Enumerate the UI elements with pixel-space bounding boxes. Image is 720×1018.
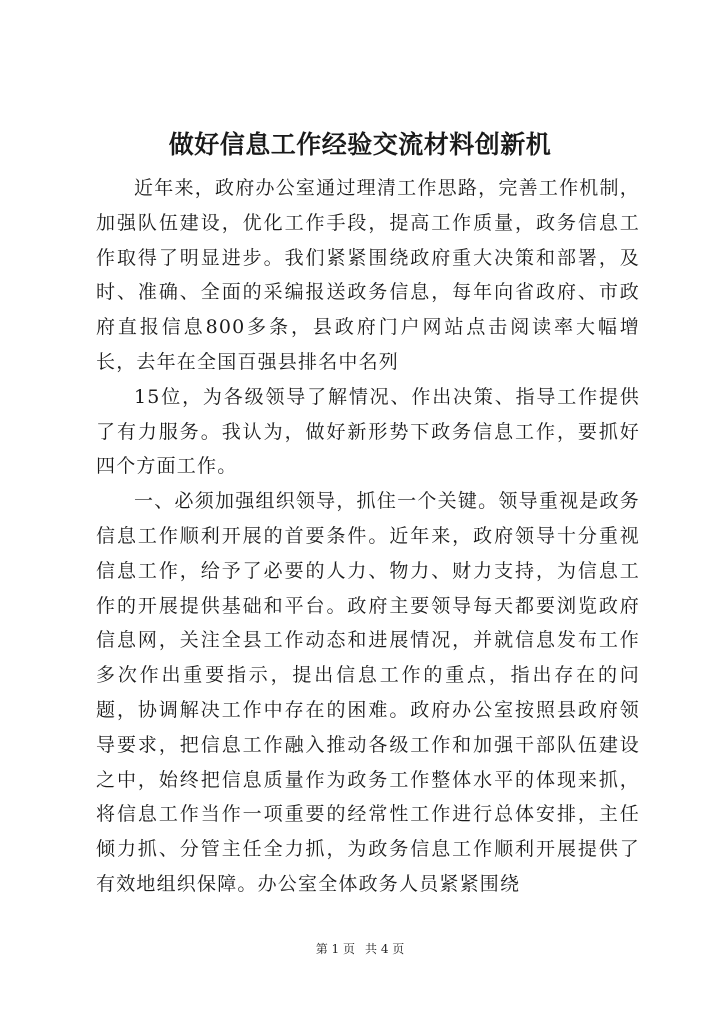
document-title: 做好信息工作经验交流材料创新机	[168, 130, 552, 159]
document-body	[96, 171, 640, 902]
paragraph-section-one: 一、必须加强组织领导，抓住一个关键。领导重视是政务信息工作顺利开展的首要条件。近年来，政府领导十分重视信息工作，给予了必要的人力、物力、财力支持，为信息工作的开展提供基础和平台。政府主要领导每天都要浏览政府信息网，关注全县工作动态和进展情况，并就信息发布工作多次作出重要指示，提出信息工作的重点，指出存在的问题，协调解决工作中存在的困难。政府办公室按照县政府领导要求，把信息工作融入推动各级工作和加强干部队伍建设之中，始终把信息质量作为政务工作整体水平的体现来抓，将信息工作当作一项重要的经常性工作进行总体安排，主任倾力抓、分管主任全力抓，为政务信息工作顺利开展提供了有效地组织保障。办公室全体政务人员紧紧围绕	[96, 490, 640, 895]
paragraph-intro: 近年来，政府办公室通过理清工作思路，完善工作机制，加强队伍建设，优化工作手段，提高工作质量，政务信息工作取得了明显进步。我们紧紧围绕政府重大决策和部署，及时、准确、全面的采编报送政务信息，每年向省政府、市政府直报信息800多条，县政府门户网站点击阅读率大幅增长，去年在全国百强县排名中名列	[96, 177, 640, 373]
page-number: 第 1 页	[315, 942, 355, 956]
page-footer	[0, 941, 720, 957]
page-total: 共 4 页	[365, 942, 405, 956]
paragraph-continuation: 15位，为各级领导了解情况、作出决策、指导工作提供了有力服务。我认为，做好新形势下政务信息工作，要抓好四个方面工作。	[96, 385, 640, 478]
